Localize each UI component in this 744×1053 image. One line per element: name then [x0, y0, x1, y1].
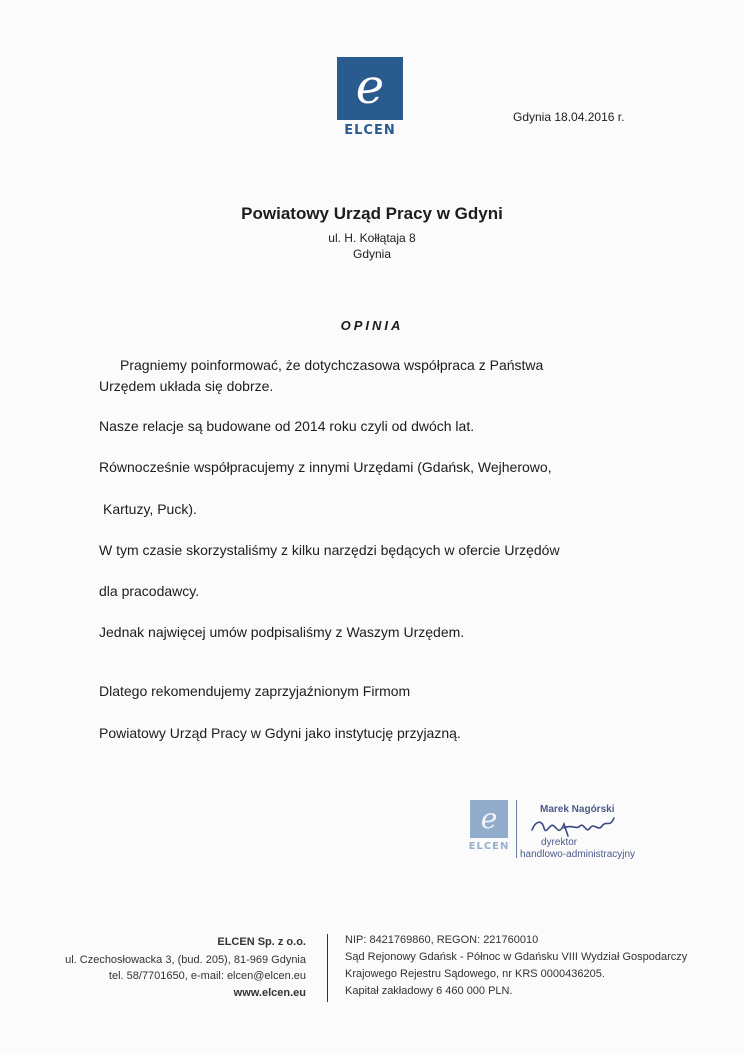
- body-paragraph-3-line-1: Równocześnie współpracujemy z innymi Urzędami (Gdańsk, Wejherowo,: [99, 459, 552, 475]
- body-paragraph-1-line-2: Urzędem układa się dobrze.: [99, 378, 274, 394]
- addressee-name: Powiatowy Urząd Pracy w Gdyni: [241, 204, 503, 223]
- stamp-logo-wordmark: ELCEN: [468, 841, 510, 852]
- footer-divider: [327, 934, 328, 1002]
- footer-company-name: ELCEN Sp. z o.o.: [217, 936, 306, 948]
- stamp-role-line-1: dyrektor: [541, 837, 578, 848]
- body-paragraph-4-line-1: W tym czasie skorzystaliśmy z kilku narzędzi będących w ofercie Urzędów: [99, 542, 560, 558]
- logo-mark: [337, 57, 403, 120]
- elcen-logo: [337, 57, 403, 141]
- stamp-name: Marek Nagórski: [540, 804, 615, 815]
- body-paragraph-5: Jednak najwięcej umów podpisaliśmy z Waszym Urzędem.: [99, 624, 465, 640]
- footer-website-link[interactable]: www.elcen.eu: [233, 987, 306, 999]
- footer-nip-regon: NIP: 8421769860, REGON: 221760010: [345, 934, 539, 946]
- footer-address: ul. Czechosłowacka 3, (bud. 205), 81-969 Gdynia: [65, 954, 306, 966]
- logo-letter: e: [355, 58, 385, 115]
- document-heading: OPINIA: [340, 318, 404, 333]
- body-paragraph-4-line-2: dla pracodawcy.: [99, 583, 200, 599]
- stamp-divider: [516, 800, 517, 858]
- body-paragraph-3-line-2: Kartuzy, Puck).: [103, 501, 197, 517]
- body-paragraph-2: Nasze relacje są budowane od 2014 roku czyli od dwóch lat.: [99, 418, 475, 434]
- letter-date: Gdynia 18.04.2016 r.: [513, 110, 625, 124]
- addressee-city: Gdynia: [352, 247, 392, 261]
- stamp-role-line-2: handlowo-administracyjny: [520, 849, 636, 860]
- body-paragraph-1-line-1: Pragniemy poinformować, że dotychczasowa współpraca z Państwa: [120, 357, 544, 373]
- footer-contact: tel. 58/7701650, e-mail: elcen@elcen.eu: [108, 970, 306, 982]
- logo-wordmark: ELCEN: [344, 123, 396, 138]
- body-paragraph-6-line-2: Powiatowy Urząd Pracy w Gdyni jako instytucję przyjazną.: [99, 725, 461, 741]
- footer-court-line-1: Sąd Rejonowy Gdańsk - Północ w Gdańsku VIII Wydział Gospodarczy: [345, 951, 688, 963]
- footer-capital: Kapitał zakładowy 6 460 000 PLN.: [345, 985, 513, 997]
- stamp-logo-mark: [470, 800, 508, 838]
- stamp-logo-letter: e: [480, 802, 498, 835]
- addressee-street: ul. H. Kołłątaja 8: [328, 231, 416, 245]
- footer-court-line-2: Krajowego Rejestru Sądowego, nr KRS 0000436205.: [345, 968, 605, 980]
- stamp-logo: [466, 800, 512, 860]
- body-paragraph-6-line-1: Dlatego rekomendujemy zaprzyjaźnionym Firmom: [99, 683, 411, 699]
